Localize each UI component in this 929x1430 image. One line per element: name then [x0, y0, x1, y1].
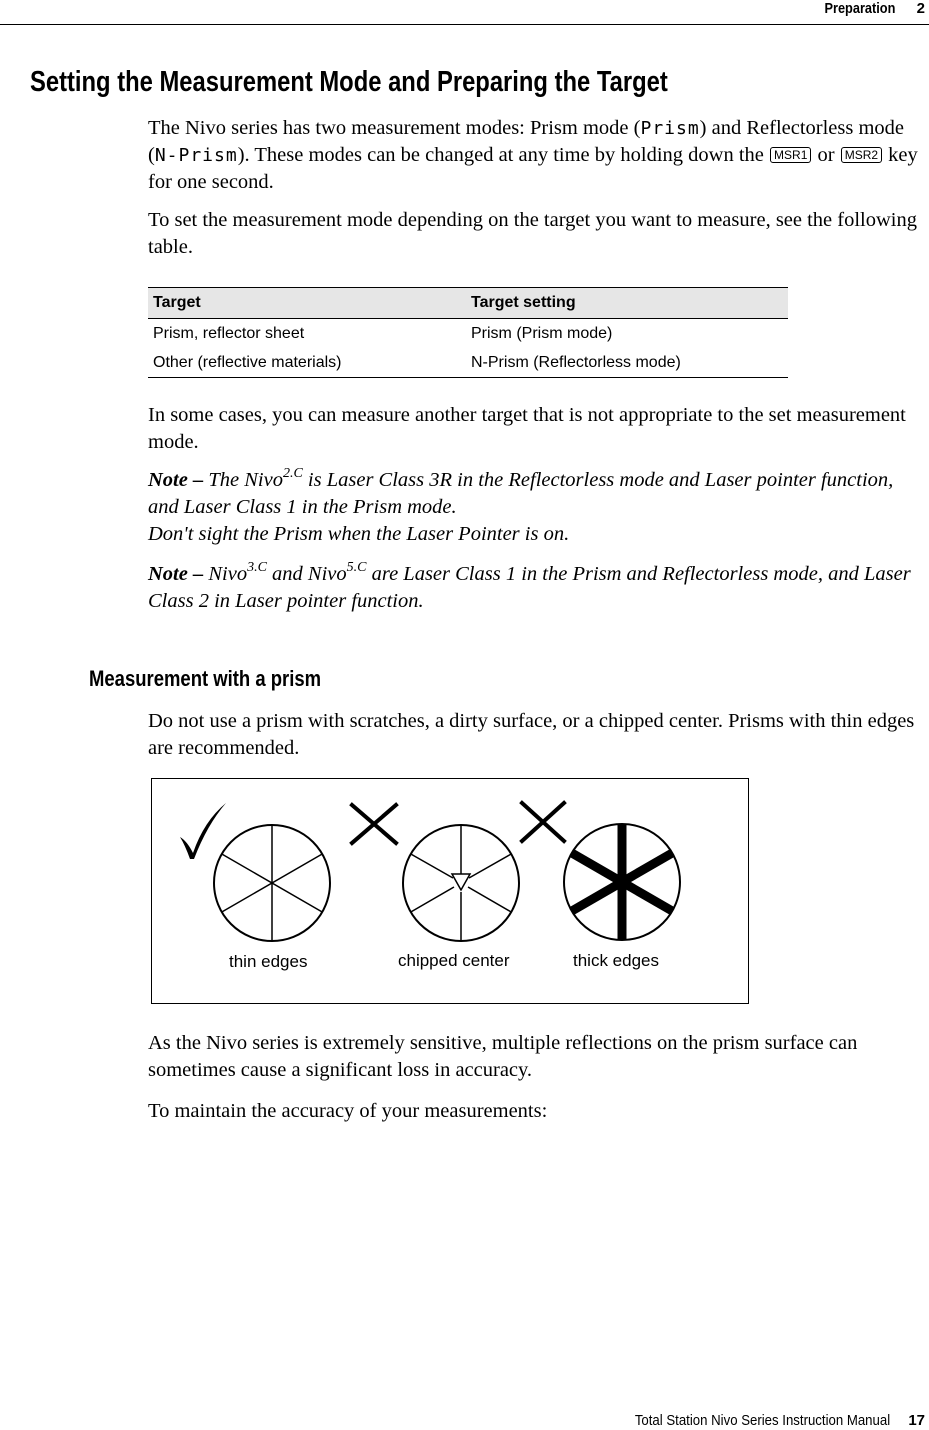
table-cell: Prism (Prism mode): [471, 324, 613, 342]
lcd-prism-label: Prism: [640, 118, 700, 139]
note-laser-class-3c-5c: [148, 561, 928, 615]
check-icon: [180, 803, 226, 859]
table-header-target: Target: [148, 288, 466, 319]
table-header-row: [148, 288, 788, 319]
table-intro-paragraph: To set the measurement mode depending on the target you want to measure, see the following table.: [148, 209, 918, 258]
intro-paragraph: [148, 115, 928, 196]
sensitivity-paragraph: As the Nivo series is extremely sensitive, multiple reflections on the prism surface can sometimes cause a significant loss in accuracy.: [148, 1032, 858, 1081]
note-text: and Nivo: [266, 563, 347, 585]
page-number: 17: [908, 1412, 925, 1429]
note-text: is Laser Class 3R in the Reflectorless mode and Laser pointer function, and Laser Class 1 in the Prism mode.: [148, 469, 894, 518]
intro-text: The Nivo series has two measurement modes: Prism mode (: [148, 117, 641, 139]
maintain-accuracy-paragraph: To maintain the accuracy of your measurements:: [148, 1100, 548, 1122]
note-laser-class-2c: [148, 467, 928, 548]
intro-text: ) and Reflectorless mode (: [148, 117, 905, 166]
lcd-nprism-label: N-Prism: [154, 145, 238, 166]
section-heading: Measurement with a prism: [89, 666, 322, 691]
table-cell: Prism, reflector sheet: [153, 324, 305, 342]
table-header-target-setting: Target setting: [466, 288, 788, 319]
intro-text: key for one second.: [148, 144, 918, 193]
intro-text: or: [812, 144, 840, 166]
note-label: Note –: [148, 563, 204, 585]
other-target-paragraph: In some cases, you can measure another target that is not appropriate to the set measurement mode.: [148, 404, 906, 453]
chipped-center-prism-icon: [403, 825, 519, 941]
note-label: Note –: [148, 469, 204, 491]
msr1-key: MSR1: [770, 147, 811, 163]
note-text: Nivo: [208, 563, 248, 585]
msr2-key: MSR2: [841, 147, 882, 163]
table-row: [148, 348, 788, 378]
page-footer: [600, 1412, 925, 1429]
thick-edges-prism-icon: [564, 824, 680, 940]
page-title: Setting the Measurement Mode and Preparing the Target: [30, 66, 668, 98]
caption-thin-edges: thin edges: [229, 952, 308, 971]
prism-edges-figure: [151, 778, 749, 1004]
caption-chipped-center: chipped center: [398, 951, 510, 970]
prism-paragraph: Do not use a prism with scratches, a dirty surface, or a chipped center. Prisms with thin edges are recommended.: [148, 710, 915, 759]
note-superscript: 2.C: [282, 466, 303, 481]
thin-edges-prism-icon: [214, 825, 330, 941]
cross-icon: [522, 803, 564, 841]
cross-icon: [352, 805, 396, 843]
note-superscript: 3.C: [247, 560, 267, 575]
caption-thick-edges: thick edges: [573, 951, 659, 970]
table-row: [148, 319, 788, 349]
target-setting-table: [148, 287, 788, 378]
header-section-title: Preparation: [824, 0, 895, 17]
table-cell: N-Prism (Reflectorless mode): [466, 348, 788, 378]
note-text: are Laser Class 1 in the Prism and Reflectorless mode, and Laser Class 2 in Laser pointer function.: [148, 563, 911, 612]
intro-text: ). These modes can be changed at any time by holding down the: [237, 144, 770, 166]
header-chapter-number: 2: [916, 0, 925, 17]
running-header: [0, 0, 929, 25]
table-cell: Other (reflective materials): [148, 348, 466, 378]
footer-manual-title: Total Station Nivo Series Instruction Manual: [634, 1412, 891, 1429]
note-text: The Nivo: [208, 469, 283, 491]
note-text: Don't sight the Prism when the Laser Pointer is on.: [148, 523, 570, 545]
note-superscript: 5.C: [346, 560, 367, 575]
